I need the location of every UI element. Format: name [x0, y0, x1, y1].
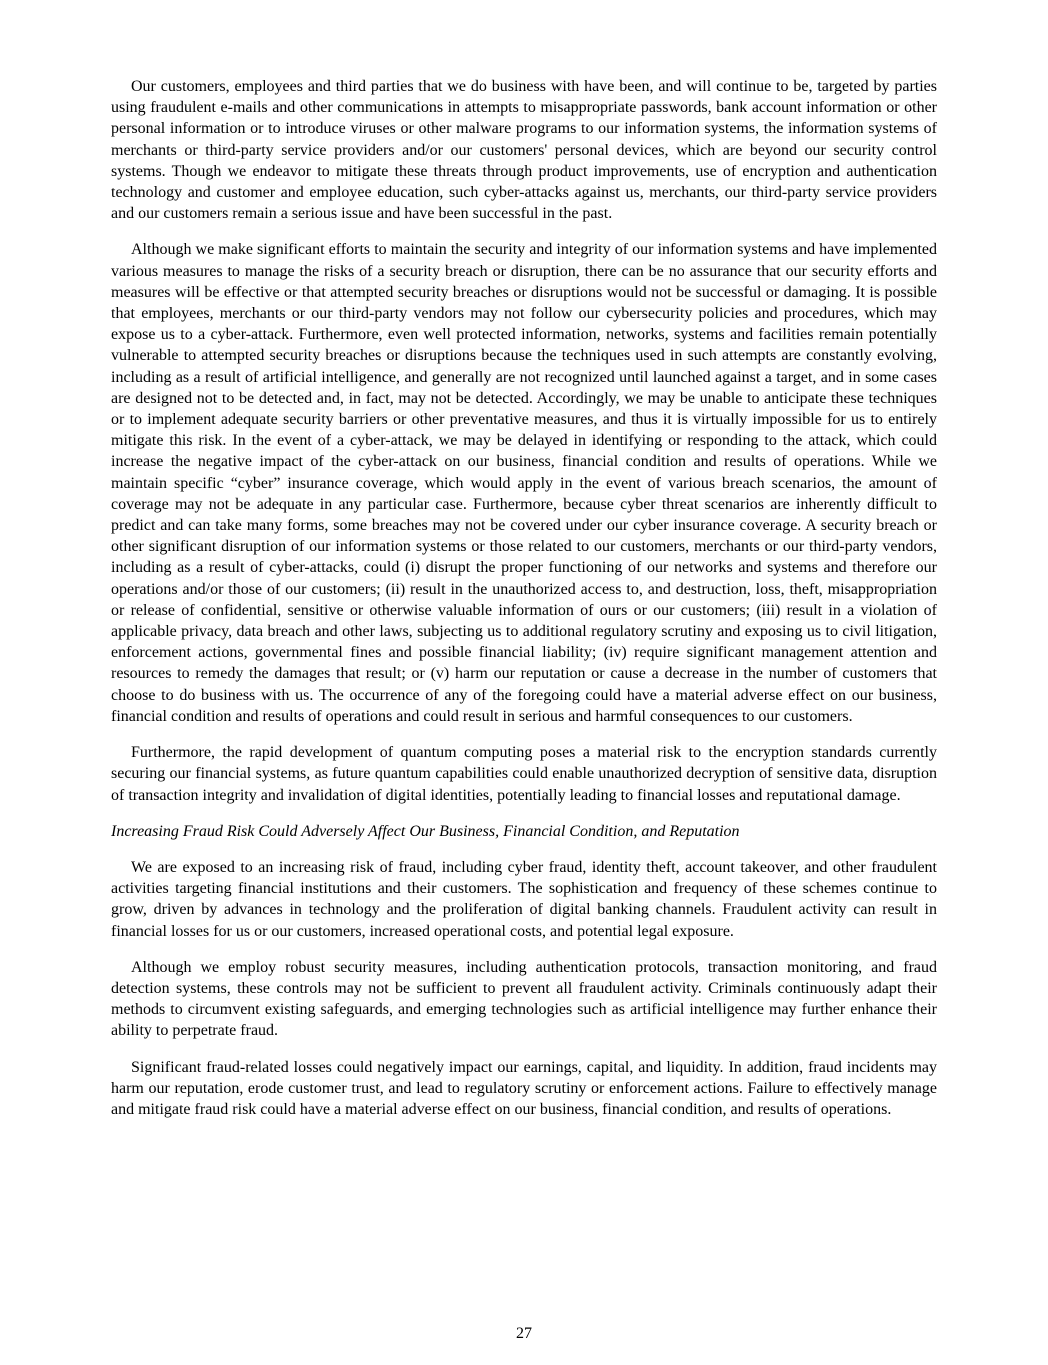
paragraph-fraud-exposure: We are exposed to an increasing risk of fraud, including cyber fraud, identity theft, account takeover, and other fraudulent activities targeting financial institutions and their customers. The sophistication and frequency of these schemes continue to grow, driven by advances in technology and the proliferation of digital banking channels. Fraudulent activity can result in financial losses for us or our customers, increased operational costs, and potential legal exposure. [111, 858, 937, 940]
paragraph-quantum-computing-risk: Furthermore, the rapid development of quantum computing poses a material risk to the encryption standards currently securing our financial systems, as future quantum capabilities could enable unauthorized decryption of sensitive data, disruption of transaction integrity and invalidation of digital identities, potentially leading to financial losses and reputational damage. [111, 744, 937, 804]
page-number: 27 [516, 1325, 532, 1342]
paragraph-security-breach-risk: Although we make significant efforts to maintain the security and integrity of our information systems and have implemented various measures to manage the risks of a security breach or disruption, there can be no assurance that our security efforts and measures will be effective or that attempted security breaches or disruptions would not be successful or damaging. It is possible that employees, merchants or our third-party vendors may not follow our cybersecurity policies and procedures, which may expose us to a cyber-attack. Furthermore, even well protected information, networks, systems and facilities remain potentially vulnerable to attempted security breaches or disruptions because the techniques used in such attempts are constantly evolving, including as a result of artificial intelligence, and generally are not recognized until launched against a target, and in some cases are designed not to be detected and, in fact, may not be detected. Accordingly, we may be unable to anticipate these techniques or to implement adequate security barriers or other preventative measures, and thus it is virtually impossible for us to entirely mitigate this risk. In the event of a cyber-attack, we may be delayed in identifying or responding to the attack, which could increase the negative impact of the cyber-attack on our business, financial condition and results of operations. While we maintain specific “cyber” insurance coverage, which would apply in the event of various breach scenarios, the amount of coverage may not be adequate in any particular case. Furthermore, because cyber threat scenarios are inherently difficult to predict and can take many forms, some breaches may not be covered under our cyber insurance coverage. A security breach or other significant disruption of our information systems or those related to our customers, merchants or our third-party vendors, including as a result of cyber-attacks, could (i) disrupt the proper functioning of our networks and systems and therefore our operations and/or those of our customers; (ii) result in the unauthorized access to, and destruction, loss, theft, misappropriation or release of confidential, sensitive or otherwise valuable information of ours or our customers; (iii) result in a violation of applicable privacy, data breach and other laws, subjecting us to additional regulatory scrutiny and exposing us to civil litigation, enforcement actions, governmental fines and possible financial liability; (iv) require significant management attention and resources to remedy the damages that result; or (v) harm our reputation or cause a decrease in the number of customers that choose to do business with us. The occurrence of any of the foregoing could have a material adverse effect on our business, financial condition and results of operations and could result in serious and harmful consequences to our customers. [111, 241, 937, 725]
paragraph-phishing-threats: Our customers, employees and third parties that we do business with have been, and will continue to be, targeted by parties using fraudulent e-mails and other communications in attempts to misappropriate passwords, bank account information or other personal information or to introduce viruses or other malware programs to our information systems, the information systems of merchants or third-party service providers and/or our customers' personal devices, which are beyond our security control systems. Though we endeavor to mitigate these threats through product improvements, use of encryption and authentication technology and customer and employee education, such cyber-attacks against us, merchants, our third-party service providers and our customers remain a serious issue and have been successful in the past. [111, 78, 937, 223]
section-heading-fraud-risk: Increasing Fraud Risk Could Adversely Affect Our Business, Financial Condition, and Reputation [111, 822, 740, 840]
paragraph-fraud-controls: Although we employ robust security measures, including authentication protocols, transaction monitoring, and fraud detection systems, these controls may not be sufficient to prevent all fraudulent activity. Criminals continuously adapt their methods to circumvent existing safeguards, and emerging technologies such as artificial intelligence may further enhance their ability to perpetrate fraud. [111, 958, 937, 1040]
document-body [111, 76, 937, 1135]
paragraph-fraud-losses: Significant fraud-related losses could negatively impact our earnings, capital, and liquidity. In addition, fraud incidents may harm our reputation, erode customer trust, and lead to regulatory scrutiny or enforcement actions. Failure to effectively manage and mitigate fraud risk could have a material adverse effect on our business, financial condition, and results of operations. [111, 1058, 937, 1118]
